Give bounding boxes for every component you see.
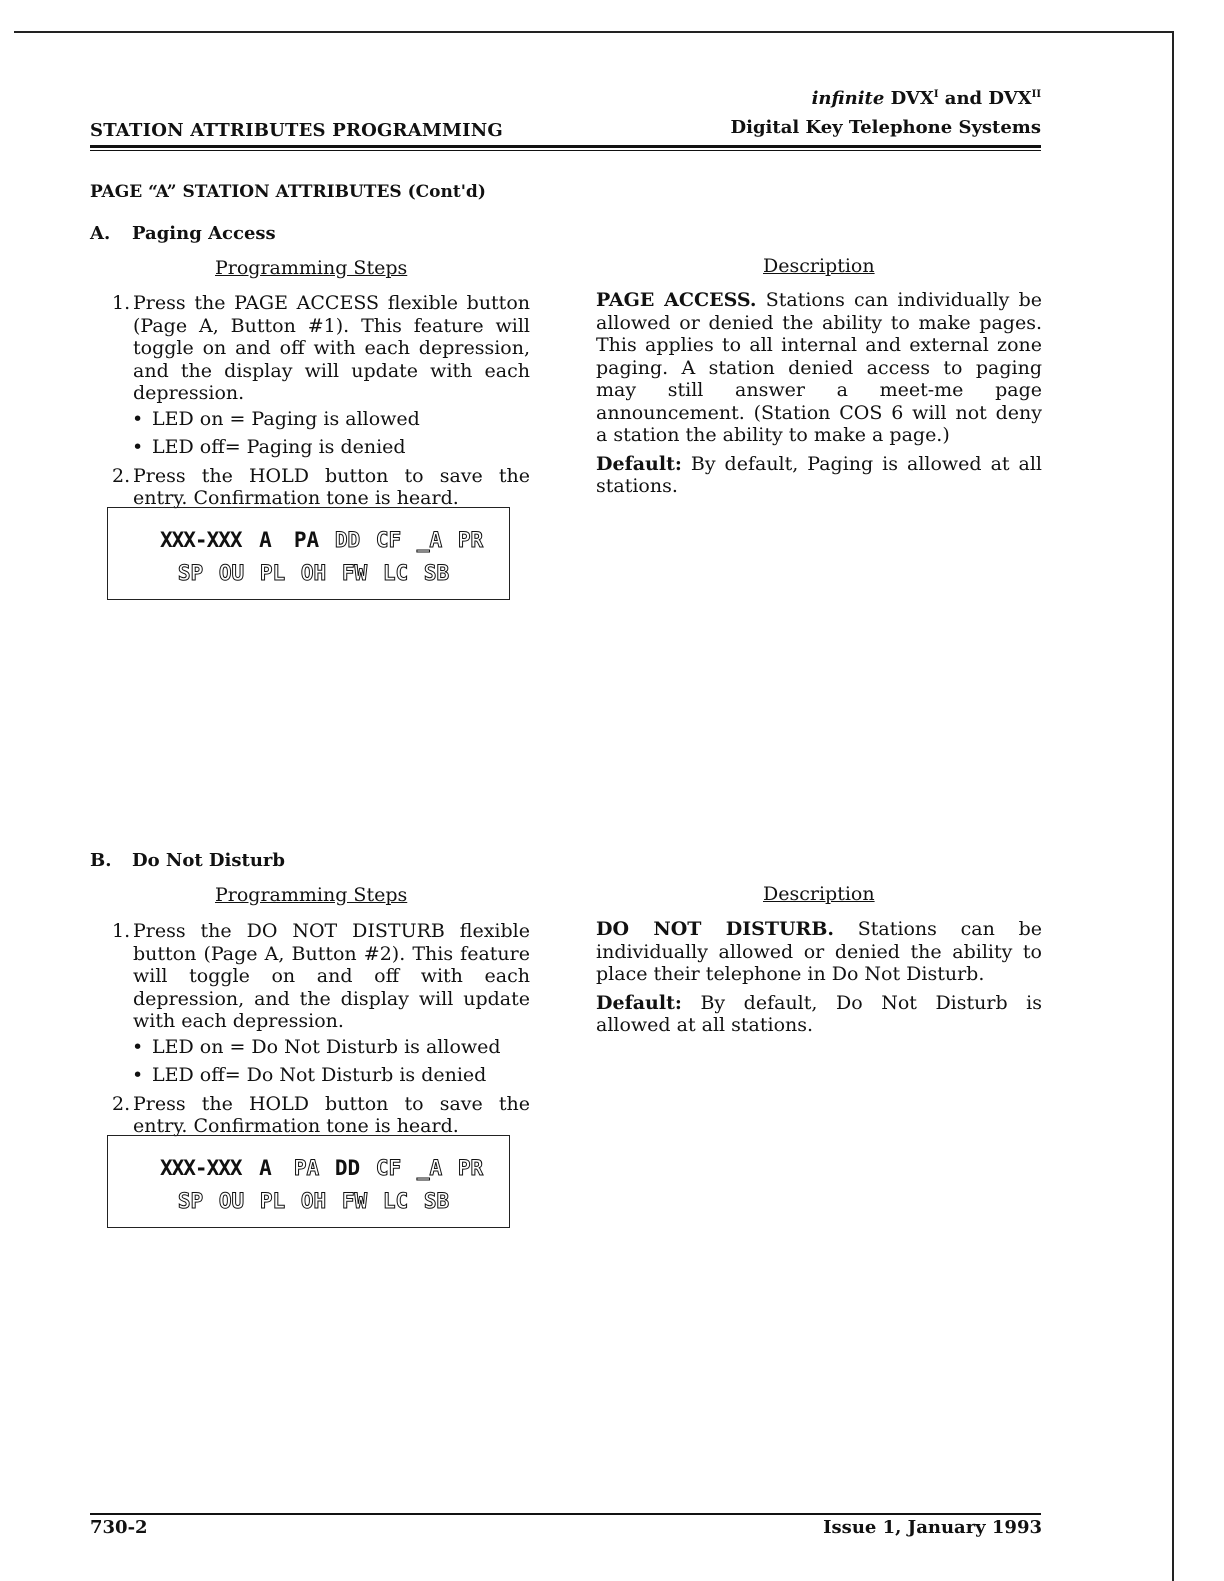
product-line: Digital Key Telephone Systems	[730, 117, 1041, 138]
issue-date: Issue 1, January 1993	[823, 1517, 1042, 1538]
step-number: 2.	[112, 464, 131, 487]
lcd-cell-active: DD	[334, 1156, 361, 1180]
section-a-lcd-display	[107, 507, 510, 600]
brand-line	[812, 88, 1041, 109]
section-a-title: Paging Access	[132, 223, 276, 244]
description-paragraph	[596, 918, 1042, 986]
lcd-cell: CF	[375, 528, 402, 552]
brand-sup1: I	[933, 89, 939, 100]
lcd-cell: OH	[300, 561, 327, 585]
lcd-cell: FW	[341, 561, 368, 585]
lcd-cell: SB	[423, 1189, 450, 1213]
lcd-cell: A	[259, 1156, 272, 1180]
bullet-text: LED off= Do Not Disturb is denied	[152, 1064, 487, 1086]
lcd-cell: PL	[259, 561, 286, 585]
brand-sup2: II	[1031, 89, 1041, 100]
page-border-right	[1172, 31, 1174, 1581]
section-b-steps	[112, 920, 530, 1138]
bullet-item: • LED on = Paging is allowed	[132, 407, 420, 430]
lcd-cell: PR	[457, 528, 484, 552]
step-2	[112, 1093, 530, 1138]
lcd-cell: OU	[218, 1189, 245, 1213]
section-b-steps-heading: Programming Steps	[215, 884, 408, 906]
step-text: Press the HOLD button to save the entry. Confirmation tone is heard.	[133, 464, 530, 509]
description-text: Stations can individually be allowed or denied the ability to make pages. This applies to all internal and external zone paging. A station denied access to paging may still answer a meet-me page announcement. (Station COS 6 will not deny a station the ability to make a page.)	[596, 289, 1042, 446]
lcd-cell: FW	[341, 1189, 368, 1213]
lcd-row-2	[170, 561, 457, 585]
brand-italic: infinite	[811, 88, 885, 109]
lcd-cell: LC	[382, 1189, 409, 1213]
bullet-item: • LED off= Do Not Disturb is denied	[132, 1064, 487, 1086]
page-number: 730-2	[90, 1517, 148, 1538]
lcd-cell: DD	[334, 528, 361, 552]
lcd-cell: OH	[300, 1189, 327, 1213]
section-a-steps	[112, 292, 530, 510]
lcd-cell: _A	[416, 528, 443, 552]
lcd-cell: LC	[382, 561, 409, 585]
section-a-heading	[90, 223, 276, 244]
bullet-item: • LED off= Paging is denied	[132, 436, 406, 458]
header-rule-thin	[90, 150, 1041, 151]
bullet-text: LED on = Do Not Disturb is allowed	[152, 1035, 501, 1058]
lcd-cell: OU	[218, 561, 245, 585]
default-paragraph	[596, 453, 1042, 498]
lcd-cell: SB	[423, 561, 450, 585]
brand-dvx2: DVX	[988, 88, 1032, 109]
default-text: By default, Paging is allowed at all stations.	[596, 452, 1042, 497]
page-border-top	[14, 31, 1174, 33]
section-b-heading	[90, 850, 285, 871]
lcd-cell: SP	[177, 1189, 204, 1213]
lcd-cell: SP	[177, 561, 204, 585]
step-number: 1.	[112, 292, 131, 314]
chapter-title: STATION ATTRIBUTES PROGRAMMING	[90, 120, 503, 141]
lcd-cell: XXX-XXX	[160, 1156, 242, 1180]
default-label: Default:	[596, 991, 682, 1014]
header-rule	[90, 145, 1041, 148]
lcd-cell-active: PA	[293, 528, 320, 552]
section-b-title: Do Not Disturb	[132, 850, 285, 871]
lcd-cell: PL	[259, 1189, 286, 1213]
section-b-lcd-display	[107, 1135, 510, 1228]
brand-dvx1: DVX	[890, 88, 934, 109]
description-term: DO NOT DISTURB.	[596, 918, 834, 940]
lcd-row-1	[160, 1156, 491, 1180]
lcd-cell: PR	[457, 1156, 484, 1180]
section-b-letter: B.	[90, 850, 112, 871]
default-text: By default, Do Not Disturb is allowed at all stations.	[596, 991, 1043, 1036]
lcd-cell: CF	[375, 1156, 402, 1180]
bullet-item: • LED on = Do Not Disturb is allowed	[132, 1035, 501, 1058]
lcd-row-1	[160, 528, 491, 552]
description-text: Stations can be individually allowed or denied the ability to place their telephone in Do Not Disturb.	[596, 918, 1042, 985]
default-label: Default:	[596, 452, 682, 475]
section-b-description	[596, 918, 1042, 1043]
footer-rule	[90, 1513, 1041, 1515]
step-1	[112, 920, 530, 1033]
lcd-row-2	[170, 1189, 457, 1213]
page-title: PAGE “A” STATION ATTRIBUTES (Cont'd)	[90, 182, 486, 202]
lcd-cell: A	[259, 528, 272, 552]
step-number: 1.	[112, 920, 131, 942]
lcd-cell: _A	[416, 1156, 443, 1180]
section-a-description	[596, 289, 1042, 504]
bullet-text: LED on = Paging is allowed	[152, 407, 420, 430]
description-paragraph	[596, 289, 1042, 447]
step-number: 2.	[112, 1092, 131, 1115]
step-2	[112, 465, 530, 510]
section-b-desc-heading: Description	[763, 883, 875, 905]
step-text: Press the HOLD button to save the entry. Confirmation tone is heard.	[133, 1092, 530, 1137]
lcd-cell: XXX-XXX	[160, 528, 242, 552]
section-a-steps-heading: Programming Steps	[215, 257, 408, 279]
lcd-cell: PA	[293, 1156, 320, 1180]
step-1	[112, 292, 530, 405]
brand-and: and	[944, 88, 983, 109]
section-a-desc-heading: Description	[763, 255, 875, 277]
description-term: PAGE ACCESS.	[596, 289, 757, 311]
step-text: Press the PAGE ACCESS flexible button (Page A, Button #1). This feature will toggle on and off with each depression, and the display will update with each depression.	[133, 292, 530, 404]
step-text: Press the DO NOT DISTURB flexible button (Page A, Button #2). This feature will toggle on and off with each depression, and the display will update with each depression.	[133, 920, 530, 1032]
bullet-text: LED off= Paging is denied	[152, 436, 406, 458]
default-paragraph	[596, 992, 1042, 1037]
section-a-letter: A.	[90, 223, 111, 244]
